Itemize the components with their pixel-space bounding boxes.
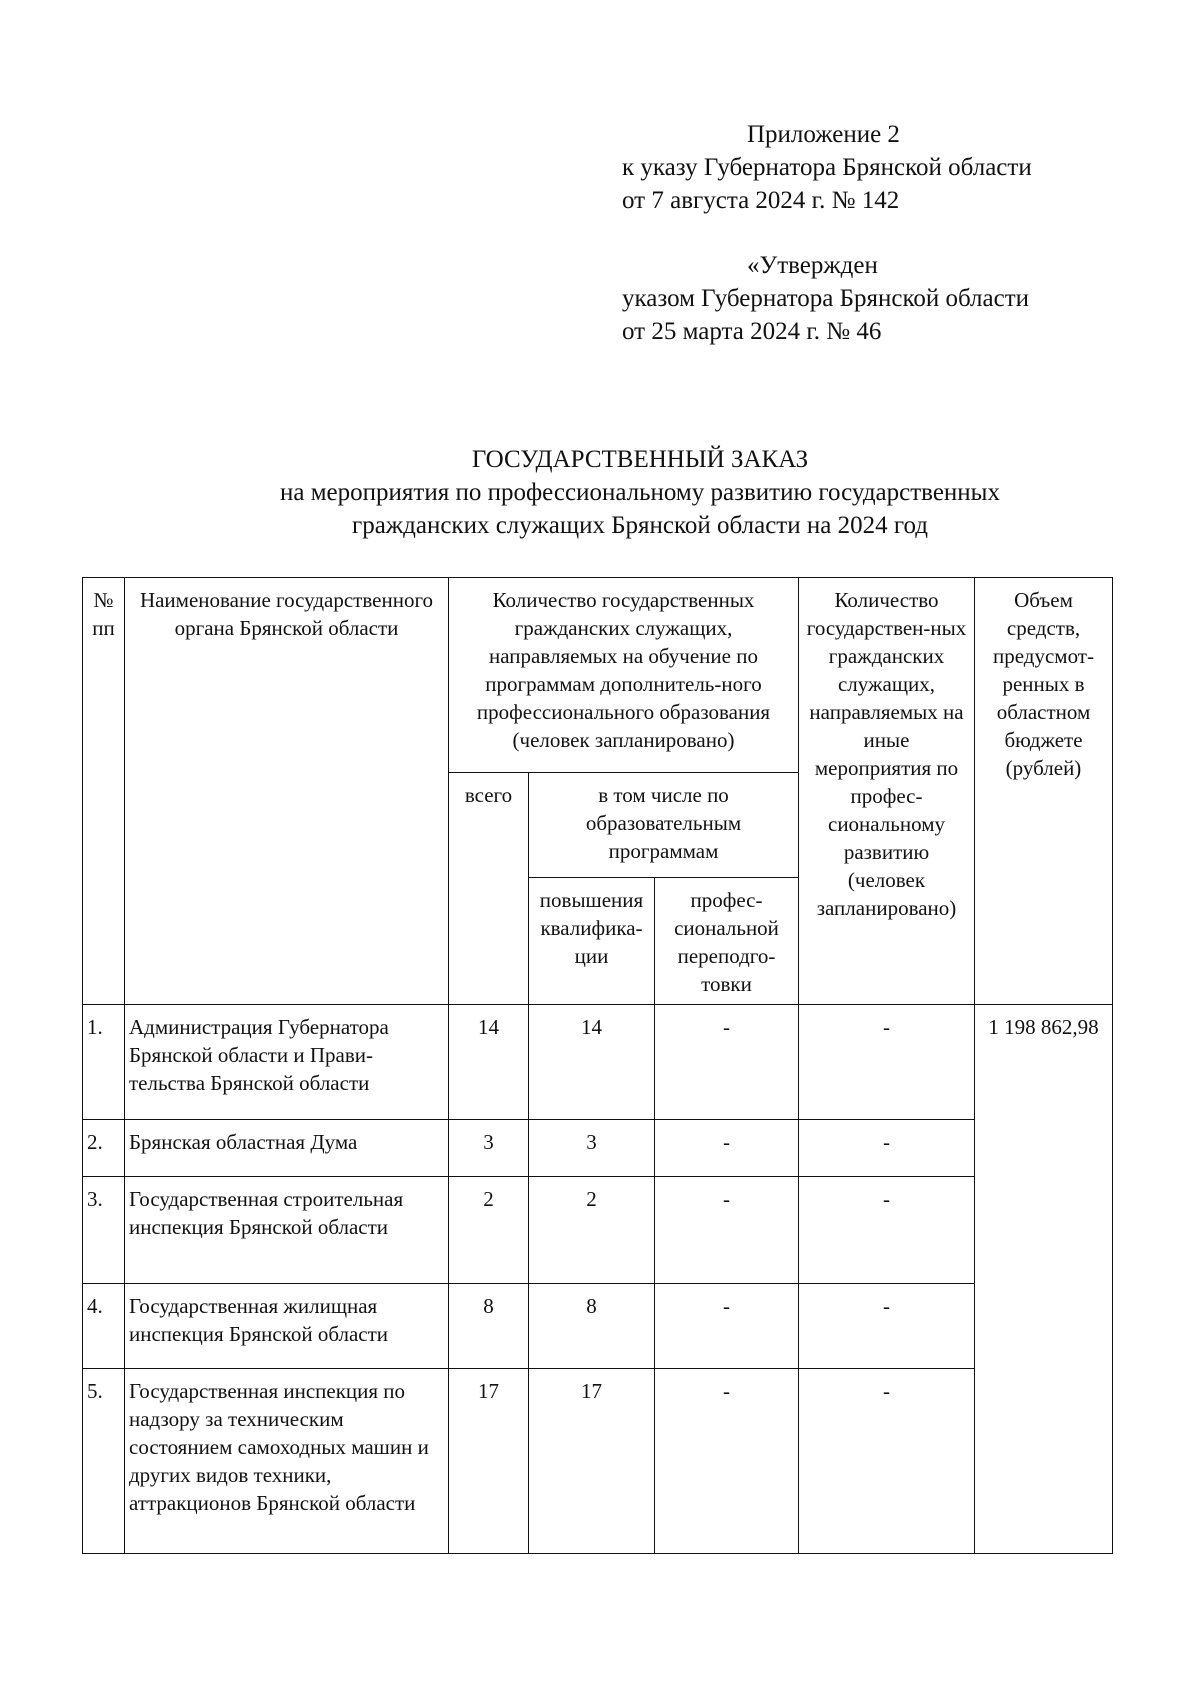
row-qualification: 3 bbox=[529, 1120, 655, 1177]
row-retraining: - bbox=[655, 1284, 799, 1369]
title-line-1: ГОСУДАРСТВЕННЫЙ ЗАКАЗ bbox=[471, 446, 809, 473]
row-qualification: 14 bbox=[529, 1005, 655, 1120]
table-row bbox=[83, 1120, 1113, 1177]
header-total: всего bbox=[449, 773, 529, 1005]
row-num: 5. bbox=[83, 1369, 125, 1554]
approved-line-1: «Утвержден bbox=[747, 252, 878, 279]
row-name: Государственная жилищная инспекция Брянской области bbox=[125, 1284, 449, 1369]
row-name: Государственная строительная инспекция Брянской области bbox=[125, 1177, 449, 1284]
appendix-block bbox=[622, 118, 1032, 217]
row-qualification: 2 bbox=[529, 1177, 655, 1284]
funds-value: 1 198 862,98 bbox=[975, 1005, 1113, 1554]
row-qualification: 8 bbox=[529, 1284, 655, 1369]
row-other: - bbox=[799, 1369, 975, 1554]
header-name: Наименование государственного органа Брянской области bbox=[125, 578, 449, 1005]
table-row bbox=[83, 1005, 1113, 1120]
title-line-3: гражданских служащих Брянской области на 2024 год bbox=[352, 512, 928, 539]
state-order-table bbox=[82, 577, 1113, 1554]
appendix-line-1: Приложение 2 bbox=[747, 121, 900, 148]
header-row-1 bbox=[83, 578, 1113, 773]
title-line-2: на мероприятия по профессиональному развитию государственных bbox=[280, 479, 1000, 506]
row-other: - bbox=[799, 1177, 975, 1284]
row-num: 3. bbox=[83, 1177, 125, 1284]
row-name: Брянская областная Дума bbox=[125, 1120, 449, 1177]
row-total: 14 bbox=[449, 1005, 529, 1120]
row-total: 2 bbox=[449, 1177, 529, 1284]
row-name: Администрация Губернатора Брянской области и Прави-тельства Брянской области bbox=[125, 1005, 449, 1120]
approved-block bbox=[622, 249, 1029, 348]
row-retraining: - bbox=[655, 1369, 799, 1554]
row-num: 2. bbox=[83, 1120, 125, 1177]
header-including: в том числе по образовательным программам bbox=[529, 773, 799, 878]
header-count-other: Количество государствен-ных гражданских служащих, направляемых на иные мероприятия по профес-сиональному развитию (человек запланировано) bbox=[799, 578, 975, 1005]
appendix-line-3: от 7 августа 2024 г. № 142 bbox=[622, 187, 900, 214]
row-retraining: - bbox=[655, 1177, 799, 1284]
row-qualification: 17 bbox=[529, 1369, 655, 1554]
row-total: 8 bbox=[449, 1284, 529, 1369]
row-other: - bbox=[799, 1284, 975, 1369]
header-num: № пп bbox=[83, 578, 125, 1005]
row-total: 17 bbox=[449, 1369, 529, 1554]
row-num: 1. bbox=[83, 1005, 125, 1120]
table-row bbox=[83, 1369, 1113, 1554]
row-other: - bbox=[799, 1005, 975, 1120]
row-retraining: - bbox=[655, 1005, 799, 1120]
appendix-line-2: к указу Губернатора Брянской области bbox=[622, 154, 1032, 181]
document-title bbox=[0, 443, 1200, 542]
row-num: 4. bbox=[83, 1284, 125, 1369]
row-retraining: - bbox=[655, 1120, 799, 1177]
table-row bbox=[83, 1177, 1113, 1284]
approved-line-3: от 25 марта 2024 г. № 46 bbox=[622, 318, 882, 345]
approved-line-2: указом Губернатора Брянской области bbox=[622, 285, 1030, 312]
header-retraining: профес-сиональной переподго-товки bbox=[655, 878, 799, 1005]
header-count-training: Количество государственных гражданских служащих, направляемых на обучение по программам дополнитель-ного профессионального образования (человек запланировано) bbox=[449, 578, 799, 773]
row-other: - bbox=[799, 1120, 975, 1177]
header-qualification: повышения квалифика-ции bbox=[529, 878, 655, 1005]
row-total: 3 bbox=[449, 1120, 529, 1177]
row-name: Государственная инспекция по надзору за техническим состоянием самоходных машин и других видов техники, аттракционов Брянской области bbox=[125, 1369, 449, 1554]
header-funds: Объем средств, предусмот-ренных в областном бюджете (рублей) bbox=[975, 578, 1113, 1005]
table-row bbox=[83, 1284, 1113, 1369]
